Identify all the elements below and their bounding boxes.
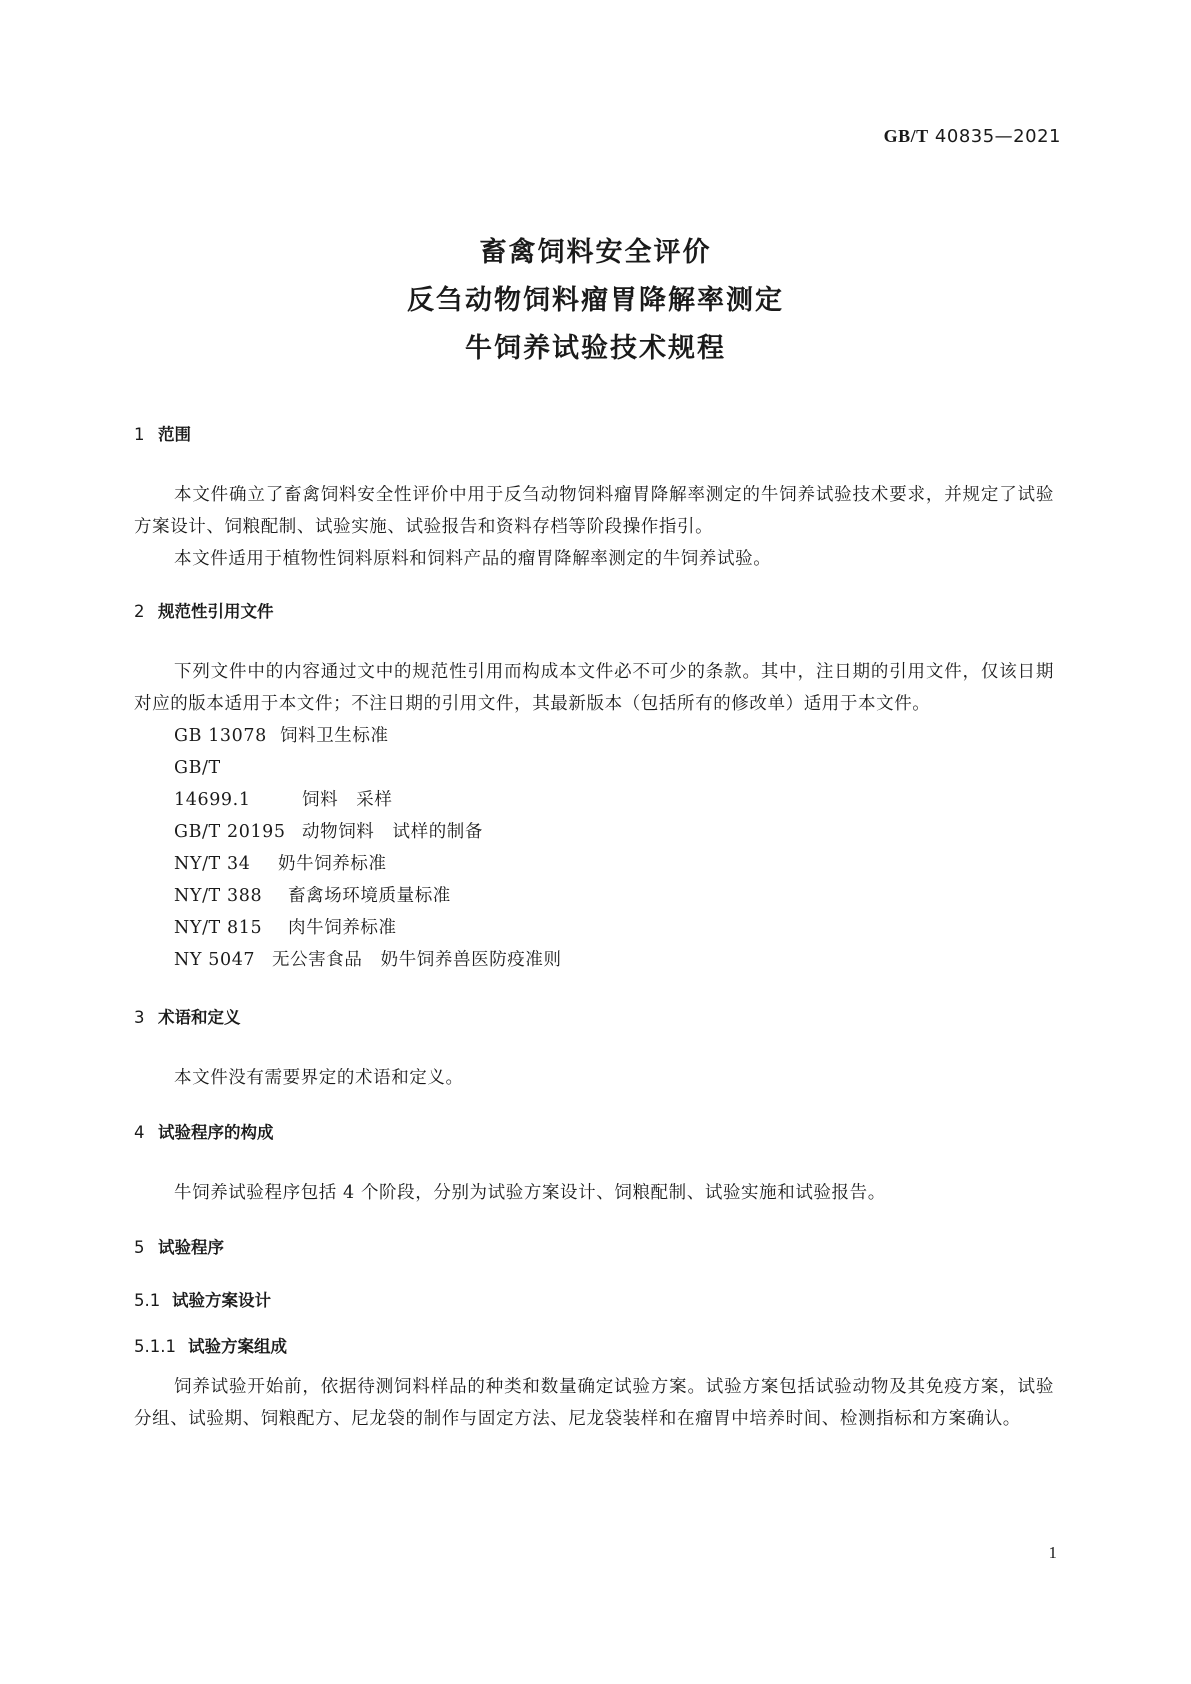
- reference-code: NY/T 34: [174, 854, 251, 874]
- reference-name: 畜禽场环境质量标准: [288, 886, 451, 906]
- section-5-1-heading: [134, 1290, 1054, 1312]
- title-line-3: 牛饲养试验技术规程: [465, 333, 726, 364]
- standard-prefix: GB/T: [883, 126, 929, 146]
- reference-name: 奶牛饲养标准: [278, 854, 387, 874]
- document-body: [134, 424, 1054, 1435]
- reference-name: 饲料卫生标准: [280, 726, 389, 746]
- section-number: 3: [134, 1008, 145, 1027]
- section-title: 试验程序: [158, 1238, 224, 1257]
- page-number: 1: [1048, 1543, 1057, 1562]
- reference-code: GB/T 20195: [174, 822, 286, 842]
- reference-code: GB 13078: [174, 726, 267, 746]
- reference-name: 无公害食品 奶牛饲养兽医防疫准则: [272, 950, 562, 970]
- section-1-paragraph-1: 本文件确立了畜禽饲料安全性评价中用于反刍动物饲料瘤胃降解率测定的牛饲养试验技术要求，并规定了试验方案设计、饲粮配制、试验实施、试验报告和资料存档等阶段操作指引。: [134, 485, 1054, 537]
- reference-code: NY/T 388: [174, 886, 263, 906]
- reference-item: [134, 752, 1054, 816]
- reference-code: NY 5047: [174, 950, 256, 970]
- document-title: [0, 229, 1191, 373]
- reference-name: 肉牛饲养标准: [288, 918, 397, 938]
- section-number: 5.1: [134, 1291, 161, 1310]
- reference-code: GB/T 14699.1: [174, 758, 251, 810]
- section-5-1-1-paragraph-1: 饲养试验开始前，依据待测饲料样品的种类和数量确定试验方案。试验方案包括试验动物及其免疫方案，试验分组、试验期、饲粮配方、尼龙袋的制作与固定方法、尼龙袋装样和在瘤胃中培养时间、检测指标和方案确认。: [134, 1377, 1054, 1429]
- section-number: 4: [134, 1123, 145, 1142]
- section-title: 试验方案设计: [172, 1291, 271, 1310]
- reference-name: 动物饲料 试样的制备: [302, 822, 483, 842]
- reference-item: [134, 880, 1054, 912]
- standard-number: [884, 126, 1061, 147]
- section-4-heading: [134, 1122, 1054, 1144]
- reference-code: NY/T 815: [174, 918, 263, 938]
- section-number: 5: [134, 1238, 145, 1257]
- title-line-2: 反刍动物饲料瘤胃降解率测定: [407, 285, 784, 316]
- section-3-paragraph-1: 本文件没有需要界定的术语和定义。: [174, 1068, 464, 1088]
- section-number: 5.1.1: [134, 1337, 176, 1356]
- reference-item: [134, 944, 1054, 976]
- reference-item: [134, 848, 1054, 880]
- reference-item: [134, 912, 1054, 944]
- section-5-heading: [134, 1237, 1054, 1259]
- section-number: 1: [134, 425, 145, 444]
- section-title: 试验方案组成: [188, 1337, 287, 1356]
- section-title: 规范性引用文件: [158, 602, 274, 621]
- reference-item: [134, 720, 1054, 752]
- standard-code: 40835—2021: [934, 126, 1061, 147]
- section-5-1-1-heading: [134, 1336, 1054, 1358]
- section-4-paragraph-1: 牛饲养试验程序包括 4 个阶段，分别为试验方案设计、饲粮配制、试验实施和试验报告。: [174, 1183, 886, 1203]
- reference-name: 饲料 采样: [302, 790, 393, 810]
- section-number: 2: [134, 602, 145, 621]
- section-2-heading: [134, 601, 1054, 623]
- section-3-heading: [134, 1007, 1054, 1029]
- reference-item: [134, 816, 1054, 848]
- title-line-1: 畜禽饲料安全评价: [479, 237, 712, 268]
- section-title: 范围: [158, 425, 191, 444]
- section-title: 术语和定义: [158, 1008, 241, 1027]
- section-1-heading: [134, 424, 1054, 446]
- section-1-paragraph-2: 本文件适用于植物性饲料原料和饲料产品的瘤胃降解率测定的牛饲养试验。: [174, 549, 772, 569]
- section-2-paragraph-1: 下列文件中的内容通过文中的规范性引用而构成本文件必不可少的条款。其中，注日期的引用文件，仅该日期对应的版本适用于本文件；不注日期的引用文件，其最新版本（包括所有的修改单）适用于本文件。: [134, 662, 1054, 714]
- section-title: 试验程序的构成: [158, 1123, 274, 1142]
